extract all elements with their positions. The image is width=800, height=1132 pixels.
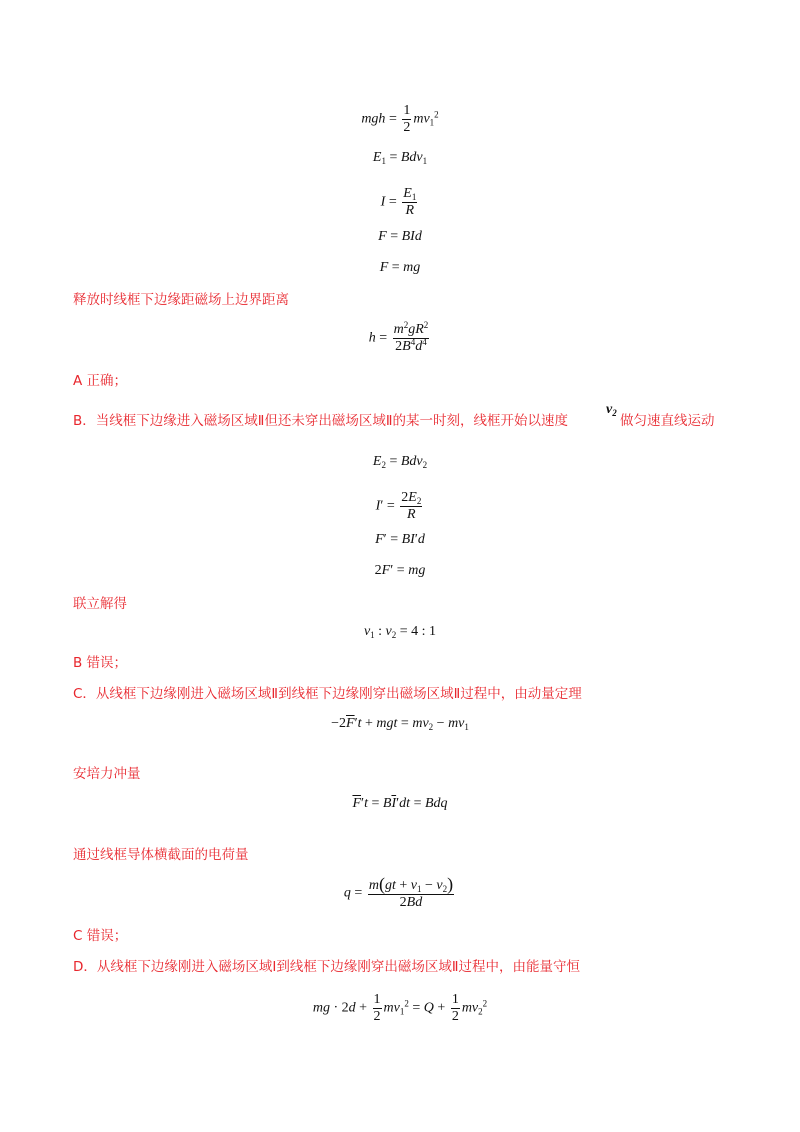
equation-energy-conservation: mg · 2d + $\frac{1}{2}$ $mv_1^2 = Q$ + $\frac{1}{2}$ $mv_2^2$ (312, 992, 488, 1024)
equation-speed-ratio: $v_1$ : $v_2 = 4$ : 1 (363, 624, 437, 640)
equation-current-2: I′ = $\frac{2E_2}{R}$ (375, 490, 422, 522)
equation-emf-1: $E_1 = Bdv_1$ (372, 150, 428, 166)
equation-balance-2: 2F′ = mg (374, 563, 426, 578)
equation-current-1: I = $\frac{E_1}{R}$ (380, 186, 417, 218)
equation-force-1: F = BId (378, 229, 422, 244)
text-a-correct: A 正确； (73, 373, 128, 389)
equation-emf-2: $E_2 = Bdv_2$ (372, 454, 428, 470)
text-b-wrong: B 错误； (73, 655, 128, 671)
text-charge-through: 通过线框导体横截面的电荷量 (73, 847, 249, 863)
text-c-wrong: C 错误； (73, 928, 128, 944)
text-c-intro: C．从线框下边缘刚进入磁场区域Ⅱ到线框下边缘刚穿出磁场区域Ⅱ过程中，由动量定理 (73, 686, 582, 702)
text-d-intro: D．从线框下边缘刚进入磁场区域Ⅰ到线框下边缘刚穿出磁场区域Ⅱ过程中，由能量守恒 (73, 959, 581, 975)
equation-charge: q = $\frac{m(gt + v_1 - v_2)}{2Bd}$ (343, 874, 454, 910)
equation-height: h = $\frac{m^2gR^2}{2B^4d^4}$ (368, 320, 429, 354)
equation-force-2: F′ = BI′d (375, 532, 425, 547)
equation-momentum: $-2\overline{F}'t$ + mgt = $mv_2 - mv_1$ (331, 716, 469, 732)
symbol-v2: $v_2$ (606, 402, 617, 418)
equation-balance-1: F = mg (379, 260, 421, 275)
text-b-intro-part2: 做匀速直线运动 (620, 413, 715, 429)
text-combined-solve: 联立解得 (73, 596, 127, 612)
text-release-distance: 释放时线框下边缘距磁场上边界距离 (73, 292, 289, 308)
equation-impulse: $\overline{F}'t = B\overline{I}'dt$ = Bdq (352, 796, 448, 811)
text-b-intro-part1: B．当线框下边缘进入磁场区域Ⅱ但还未穿出磁场区域Ⅱ的某一时刻，线框开始以速度 (73, 413, 569, 429)
equation-energy-fall: mgh = $\frac{1}{2}$ $mv_1^2$ (361, 103, 439, 135)
text-ampere-impulse: 安培力冲量 (73, 766, 141, 782)
